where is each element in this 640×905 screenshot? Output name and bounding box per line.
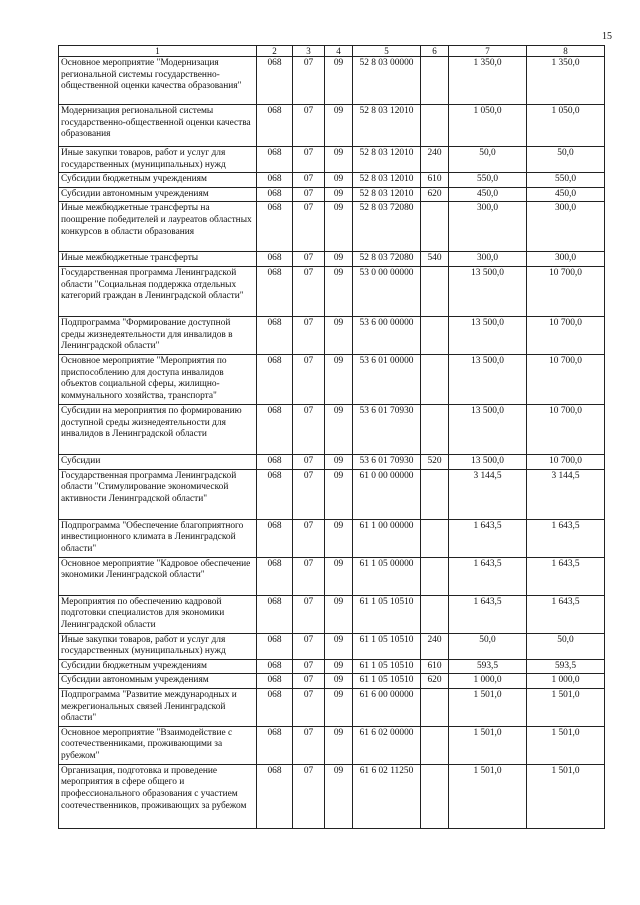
amount-year1-cell: 550,0: [449, 173, 527, 188]
amount-year1-cell: 1 000,0: [449, 674, 527, 689]
ministry-code-cell: 068: [257, 105, 293, 147]
amount-year2-cell: 10 700,0: [527, 404, 605, 454]
section-code-cell: 07: [293, 147, 325, 173]
section-code-cell: 07: [293, 202, 325, 252]
expense-type-cell: 520: [421, 454, 449, 469]
target-article-cell: 61 1 05 10510: [353, 659, 421, 674]
amount-year1-cell: 1 501,0: [449, 764, 527, 828]
header-cell: 8: [527, 46, 605, 57]
row-name-cell: Иные закупки товаров, работ и услуг для государственных (муниципальных) нужд: [59, 633, 257, 659]
table-row: [59, 105, 605, 147]
amount-year2-cell: 1 050,0: [527, 105, 605, 147]
expense-type-cell: [421, 764, 449, 828]
header-cell: 5: [353, 46, 421, 57]
expense-type-cell: [421, 595, 449, 633]
expense-type-cell: [421, 105, 449, 147]
row-name-cell: Подпрограмма "Формирование доступной среды жизнедеятельности для инвалидов в Ленинградской области": [59, 316, 257, 354]
ministry-code-cell: 068: [257, 688, 293, 726]
section-code-cell: 07: [293, 764, 325, 828]
amount-year1-cell: 300,0: [449, 252, 527, 267]
target-article-cell: 61 0 00 00000: [353, 469, 421, 519]
table-row: [59, 252, 605, 267]
header-cell: 6: [421, 46, 449, 57]
amount-year1-cell: 593,5: [449, 659, 527, 674]
table-row: [59, 469, 605, 519]
row-name-cell: Мероприятия по обеспечению кадровой подготовки специалистов для экономики Ленинградской области: [59, 595, 257, 633]
budget-table: [58, 45, 605, 829]
table-row: [59, 173, 605, 188]
section-code-cell: 07: [293, 454, 325, 469]
section-code-cell: 07: [293, 595, 325, 633]
table-row: [59, 454, 605, 469]
ministry-code-cell: 068: [257, 173, 293, 188]
amount-year1-cell: 450,0: [449, 187, 527, 202]
row-name-cell: Государственная программа Ленинградской области "Социальная поддержка отдельных категорий граждан в Ленинградской области": [59, 266, 257, 316]
expense-type-cell: [421, 202, 449, 252]
amount-year2-cell: 1 501,0: [527, 726, 605, 764]
table-row: [59, 674, 605, 689]
row-name-cell: Основное мероприятие "Взаимодействие с соотечественниками, проживающими за рубежом": [59, 726, 257, 764]
subsection-code-cell: 09: [325, 659, 353, 674]
section-code-cell: 07: [293, 266, 325, 316]
expense-type-cell: 620: [421, 187, 449, 202]
amount-year2-cell: 50,0: [527, 633, 605, 659]
subsection-code-cell: 09: [325, 454, 353, 469]
row-name-cell: Основное мероприятие "Мероприятия по приспособлению для доступа инвалидов объектов социальной сферы, жилищно-коммунального хозяйства, транспорта": [59, 354, 257, 404]
target-article-cell: 61 6 02 11250: [353, 764, 421, 828]
subsection-code-cell: 09: [325, 633, 353, 659]
subsection-code-cell: 09: [325, 469, 353, 519]
expense-type-cell: [421, 688, 449, 726]
amount-year2-cell: 10 700,0: [527, 316, 605, 354]
subsection-code-cell: 09: [325, 266, 353, 316]
ministry-code-cell: 068: [257, 57, 293, 105]
amount-year2-cell: 300,0: [527, 202, 605, 252]
section-code-cell: 07: [293, 674, 325, 689]
amount-year1-cell: 13 500,0: [449, 354, 527, 404]
ministry-code-cell: 068: [257, 674, 293, 689]
row-name-cell: Организация, подготовка и проведение мероприятия в сфере общего и профессионального образования с участием соотечественников, проживающих за рубежом: [59, 764, 257, 828]
section-code-cell: 07: [293, 469, 325, 519]
subsection-code-cell: 09: [325, 674, 353, 689]
row-name-cell: Иные закупки товаров, работ и услуг для государственных (муниципальных) нужд: [59, 147, 257, 173]
table-header-row: [59, 46, 605, 57]
table-row: [59, 57, 605, 105]
row-name-cell: Субсидии автономным учреждениям: [59, 187, 257, 202]
ministry-code-cell: 068: [257, 726, 293, 764]
expense-type-cell: 240: [421, 633, 449, 659]
amount-year2-cell: 593,5: [527, 659, 605, 674]
expense-type-cell: [421, 726, 449, 764]
ministry-code-cell: 068: [257, 595, 293, 633]
section-code-cell: 07: [293, 557, 325, 595]
target-article-cell: 61 1 05 00000: [353, 557, 421, 595]
expense-type-cell: 240: [421, 147, 449, 173]
subsection-code-cell: 09: [325, 57, 353, 105]
section-code-cell: 07: [293, 316, 325, 354]
ministry-code-cell: 068: [257, 519, 293, 557]
ministry-code-cell: 068: [257, 659, 293, 674]
expense-type-cell: 540: [421, 252, 449, 267]
subsection-code-cell: 09: [325, 726, 353, 764]
amount-year1-cell: 1 350,0: [449, 57, 527, 105]
table-row: [59, 659, 605, 674]
table-row: [59, 354, 605, 404]
target-article-cell: 61 1 00 00000: [353, 519, 421, 557]
page-number: 15: [602, 31, 612, 42]
ministry-code-cell: 068: [257, 633, 293, 659]
subsection-code-cell: 09: [325, 557, 353, 595]
ministry-code-cell: 068: [257, 202, 293, 252]
target-article-cell: 52 8 03 00000: [353, 57, 421, 105]
target-article-cell: 53 6 01 70930: [353, 454, 421, 469]
amount-year2-cell: 550,0: [527, 173, 605, 188]
table-row: [59, 316, 605, 354]
ministry-code-cell: 068: [257, 252, 293, 267]
expense-type-cell: [421, 316, 449, 354]
amount-year1-cell: 50,0: [449, 633, 527, 659]
section-code-cell: 07: [293, 187, 325, 202]
section-code-cell: 07: [293, 57, 325, 105]
subsection-code-cell: 09: [325, 404, 353, 454]
amount-year1-cell: 13 500,0: [449, 454, 527, 469]
subsection-code-cell: 09: [325, 354, 353, 404]
subsection-code-cell: 09: [325, 519, 353, 557]
row-name-cell: Государственная программа Ленинградской области "Стимулирование экономической активности Ленинградской области": [59, 469, 257, 519]
row-name-cell: Иные межбюджетные трансферты на поощрение победителей и лауреатов областных конкурсов в области образования: [59, 202, 257, 252]
target-article-cell: 61 6 00 00000: [353, 688, 421, 726]
ministry-code-cell: 068: [257, 316, 293, 354]
section-code-cell: 07: [293, 252, 325, 267]
table-row: [59, 202, 605, 252]
table-row: [59, 519, 605, 557]
amount-year1-cell: 13 500,0: [449, 266, 527, 316]
header-cell: 7: [449, 46, 527, 57]
amount-year2-cell: 1 643,5: [527, 519, 605, 557]
subsection-code-cell: 09: [325, 252, 353, 267]
section-code-cell: 07: [293, 519, 325, 557]
table-row: [59, 187, 605, 202]
ministry-code-cell: 068: [257, 557, 293, 595]
row-name-cell: Модернизация региональной системы государственно-общественной оценки качества образования: [59, 105, 257, 147]
expense-type-cell: [421, 354, 449, 404]
expense-type-cell: [421, 557, 449, 595]
target-article-cell: 52 8 03 12010: [353, 105, 421, 147]
subsection-code-cell: 09: [325, 147, 353, 173]
target-article-cell: 52 8 03 12010: [353, 173, 421, 188]
subsection-code-cell: 09: [325, 316, 353, 354]
amount-year2-cell: 10 700,0: [527, 266, 605, 316]
amount-year2-cell: 50,0: [527, 147, 605, 173]
amount-year2-cell: 1 643,5: [527, 557, 605, 595]
section-code-cell: 07: [293, 105, 325, 147]
table-row: [59, 764, 605, 828]
section-code-cell: 07: [293, 633, 325, 659]
target-article-cell: 52 8 03 12010: [353, 147, 421, 173]
ministry-code-cell: 068: [257, 147, 293, 173]
target-article-cell: 61 1 05 10510: [353, 674, 421, 689]
amount-year2-cell: 3 144,5: [527, 469, 605, 519]
target-article-cell: 61 1 05 10510: [353, 595, 421, 633]
ministry-code-cell: 068: [257, 764, 293, 828]
row-name-cell: Субсидии: [59, 454, 257, 469]
amount-year1-cell: 50,0: [449, 147, 527, 173]
expense-type-cell: 620: [421, 674, 449, 689]
row-name-cell: Субсидии автономным учреждениям: [59, 674, 257, 689]
amount-year1-cell: 1 643,5: [449, 595, 527, 633]
amount-year1-cell: 1 501,0: [449, 688, 527, 726]
amount-year1-cell: 1 643,5: [449, 519, 527, 557]
expense-type-cell: 610: [421, 173, 449, 188]
row-name-cell: Подпрограмма "Обеспечение благоприятного инвестиционного климата в Ленинградской области": [59, 519, 257, 557]
target-article-cell: 52 8 03 72080: [353, 252, 421, 267]
amount-year1-cell: 13 500,0: [449, 316, 527, 354]
target-article-cell: 53 6 00 00000: [353, 316, 421, 354]
section-code-cell: 07: [293, 726, 325, 764]
row-name-cell: Субсидии на мероприятия по формированию доступной среды жизнедеятельности для инвалидов в Ленинградской области: [59, 404, 257, 454]
amount-year2-cell: 10 700,0: [527, 354, 605, 404]
target-article-cell: 52 8 03 12010: [353, 187, 421, 202]
section-code-cell: 07: [293, 173, 325, 188]
subsection-code-cell: 09: [325, 173, 353, 188]
ministry-code-cell: 068: [257, 454, 293, 469]
header-cell: 2: [257, 46, 293, 57]
amount-year2-cell: 10 700,0: [527, 454, 605, 469]
target-article-cell: 53 6 01 70930: [353, 404, 421, 454]
subsection-code-cell: 09: [325, 764, 353, 828]
row-name-cell: Основное мероприятие "Модернизация региональной системы государственно-общественной оценки качества образования": [59, 57, 257, 105]
expense-type-cell: [421, 469, 449, 519]
expense-type-cell: [421, 404, 449, 454]
row-name-cell: Подпрограмма "Развитие международных и межрегиональных связей Ленинградской области": [59, 688, 257, 726]
subsection-code-cell: 09: [325, 202, 353, 252]
ministry-code-cell: 068: [257, 266, 293, 316]
target-article-cell: 61 6 02 00000: [353, 726, 421, 764]
table-row: [59, 266, 605, 316]
table-row: [59, 633, 605, 659]
header-cell: 3: [293, 46, 325, 57]
section-code-cell: 07: [293, 404, 325, 454]
row-name-cell: Основное мероприятие "Кадровое обеспечение экономики Ленинградской области": [59, 557, 257, 595]
header-cell: 1: [59, 46, 257, 57]
ministry-code-cell: 068: [257, 469, 293, 519]
target-article-cell: 61 1 05 10510: [353, 633, 421, 659]
expense-type-cell: [421, 266, 449, 316]
row-name-cell: Субсидии бюджетным учреждениям: [59, 659, 257, 674]
amount-year1-cell: 13 500,0: [449, 404, 527, 454]
amount-year2-cell: 1 350,0: [527, 57, 605, 105]
subsection-code-cell: 09: [325, 105, 353, 147]
amount-year2-cell: 450,0: [527, 187, 605, 202]
table-row: [59, 404, 605, 454]
amount-year2-cell: 1 501,0: [527, 688, 605, 726]
table-row: [59, 726, 605, 764]
amount-year2-cell: 300,0: [527, 252, 605, 267]
expense-type-cell: 610: [421, 659, 449, 674]
ministry-code-cell: 068: [257, 404, 293, 454]
expense-type-cell: [421, 57, 449, 105]
amount-year1-cell: 3 144,5: [449, 469, 527, 519]
target-article-cell: 53 6 01 00000: [353, 354, 421, 404]
amount-year2-cell: 1 643,5: [527, 595, 605, 633]
subsection-code-cell: 09: [325, 187, 353, 202]
ministry-code-cell: 068: [257, 354, 293, 404]
subsection-code-cell: 09: [325, 688, 353, 726]
table-row: [59, 557, 605, 595]
ministry-code-cell: 068: [257, 187, 293, 202]
row-name-cell: Иные межбюджетные трансферты: [59, 252, 257, 267]
table-row: [59, 147, 605, 173]
amount-year1-cell: 1 643,5: [449, 557, 527, 595]
header-cell: 4: [325, 46, 353, 57]
section-code-cell: 07: [293, 354, 325, 404]
section-code-cell: 07: [293, 659, 325, 674]
subsection-code-cell: 09: [325, 595, 353, 633]
section-code-cell: 07: [293, 688, 325, 726]
table-row: [59, 595, 605, 633]
amount-year1-cell: 1 501,0: [449, 726, 527, 764]
amount-year1-cell: 300,0: [449, 202, 527, 252]
amount-year2-cell: 1 501,0: [527, 764, 605, 828]
target-article-cell: 53 0 00 00000: [353, 266, 421, 316]
amount-year1-cell: 1 050,0: [449, 105, 527, 147]
row-name-cell: Субсидии бюджетным учреждениям: [59, 173, 257, 188]
table-row: [59, 688, 605, 726]
target-article-cell: 52 8 03 72080: [353, 202, 421, 252]
amount-year2-cell: 1 000,0: [527, 674, 605, 689]
expense-type-cell: [421, 519, 449, 557]
